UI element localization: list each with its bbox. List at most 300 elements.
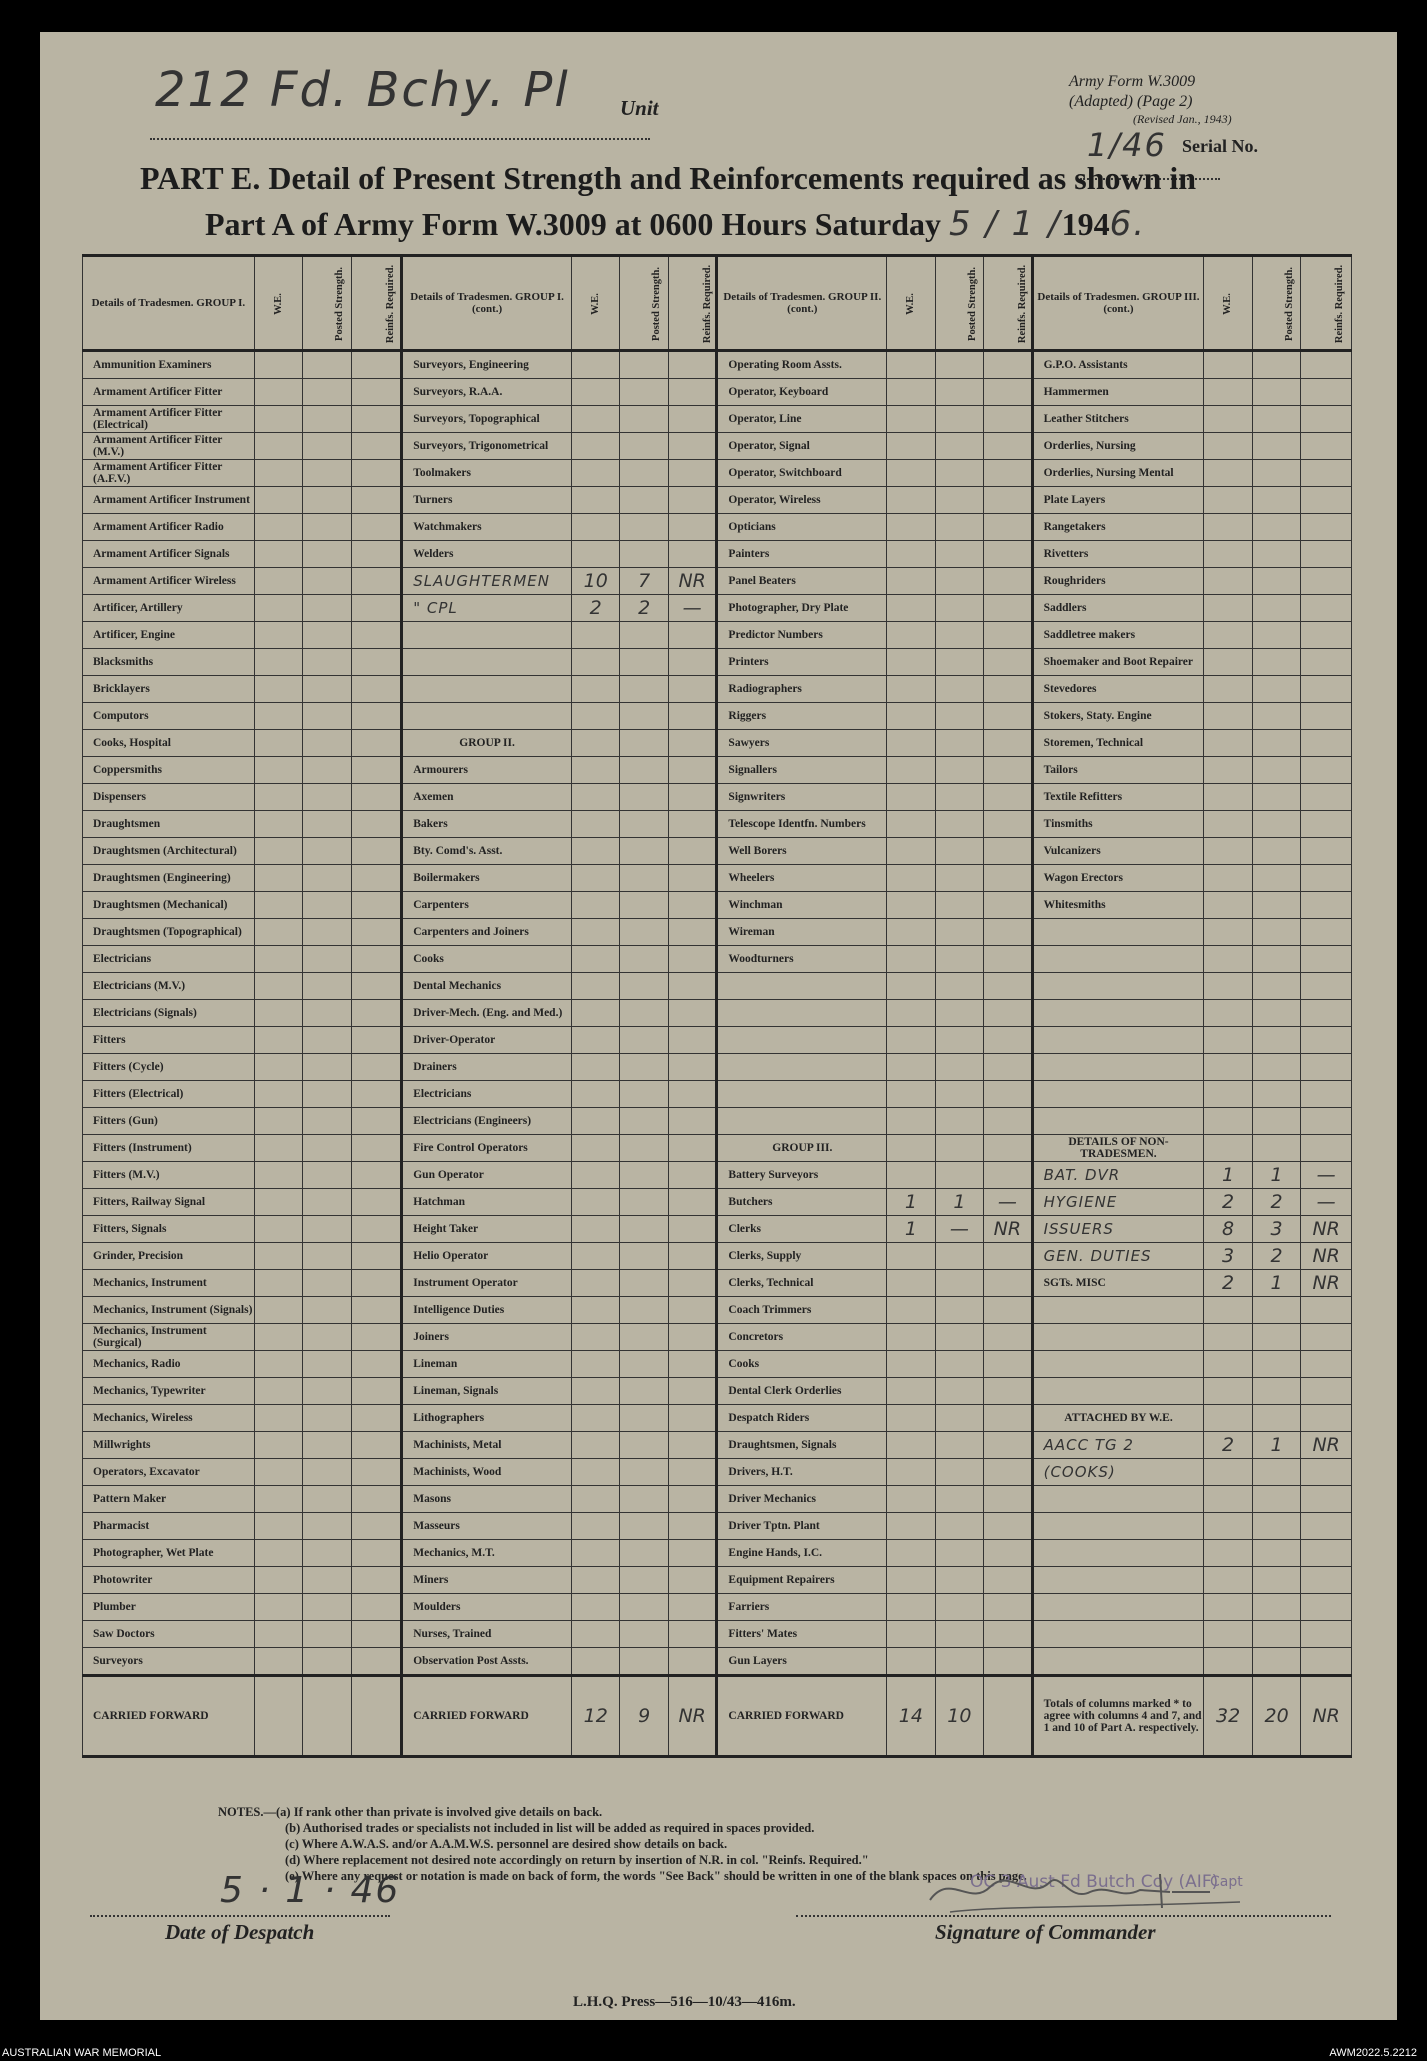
trade-name-cell: Carpenters bbox=[402, 892, 572, 919]
we-value-cell bbox=[571, 1459, 619, 1486]
we-value-cell bbox=[254, 676, 302, 703]
trade-name-cell: Mechanics, Typewriter bbox=[83, 1378, 255, 1405]
trade-name-cell: Photowriter bbox=[83, 1567, 255, 1594]
reinfs-required-cell bbox=[1301, 649, 1352, 676]
we-value-cell bbox=[887, 1297, 935, 1324]
reinfs-required-cell: NR bbox=[668, 1676, 716, 1757]
posted-strength-cell bbox=[1252, 1486, 1300, 1513]
we-value-cell bbox=[1204, 757, 1252, 784]
we-value-cell bbox=[887, 919, 935, 946]
trade-name-cell: Driver-Operator bbox=[402, 1027, 572, 1054]
posted-strength-cell bbox=[1252, 379, 1300, 406]
we-value-cell bbox=[571, 1027, 619, 1054]
posted-strength-cell bbox=[935, 1567, 983, 1594]
we-value-cell bbox=[887, 1324, 935, 1351]
reinfs-required-cell bbox=[351, 406, 402, 433]
we-value-cell: 32 bbox=[1204, 1676, 1252, 1757]
trade-name-cell: Fitters, Signals bbox=[83, 1216, 255, 1243]
we-value-cell bbox=[571, 1297, 619, 1324]
posted-strength-cell bbox=[620, 1567, 668, 1594]
table-row bbox=[83, 1270, 1352, 1297]
we-value-cell: 2 bbox=[1204, 1432, 1252, 1459]
trade-name-cell: CARRIED FORWARD bbox=[717, 1676, 887, 1757]
we-value-cell bbox=[571, 946, 619, 973]
table-row bbox=[83, 622, 1352, 649]
reinfs-required-cell bbox=[668, 865, 716, 892]
reinfs-required-cell bbox=[351, 1676, 402, 1757]
trade-name-cell: Instrument Operator bbox=[402, 1270, 572, 1297]
trade-name-cell: Signwriters bbox=[717, 784, 887, 811]
we-value-cell bbox=[254, 1270, 302, 1297]
posted-strength-cell bbox=[620, 1135, 668, 1162]
posted-strength-cell bbox=[620, 1027, 668, 1054]
reinfs-required-cell bbox=[351, 1054, 402, 1081]
table-row bbox=[83, 892, 1352, 919]
we-value-cell: 2 bbox=[1204, 1189, 1252, 1216]
trade-name-cell: Carpenters and Joiners bbox=[402, 919, 572, 946]
posted-strength-cell bbox=[620, 1324, 668, 1351]
trade-name-cell: Fitters, Railway Signal bbox=[83, 1189, 255, 1216]
reinfs-required-cell bbox=[1301, 865, 1352, 892]
posted-strength-cell bbox=[620, 1108, 668, 1135]
posted-strength-cell bbox=[303, 351, 351, 379]
trade-name-cell: Tinsmiths bbox=[1032, 811, 1204, 838]
posted-strength-cell bbox=[1252, 541, 1300, 568]
posted-strength-cell bbox=[935, 1621, 983, 1648]
despatch-line bbox=[90, 1915, 390, 1917]
reinfs-required-cell bbox=[1301, 703, 1352, 730]
table-row bbox=[83, 1405, 1352, 1432]
signature-label: Signature of Commander bbox=[935, 1920, 1156, 1944]
posted-strength-cell bbox=[620, 919, 668, 946]
we-value-cell bbox=[1204, 487, 1252, 514]
posted-strength-cell bbox=[935, 676, 983, 703]
posted-strength-cell bbox=[935, 1540, 983, 1567]
posted-strength-cell bbox=[303, 1351, 351, 1378]
posted-strength-cell bbox=[1252, 1405, 1300, 1432]
trade-name-cell: Welders bbox=[402, 541, 572, 568]
trade-name-cell: Computors bbox=[83, 703, 255, 730]
posted-strength-cell bbox=[303, 1594, 351, 1621]
reinfs-required-cell bbox=[984, 379, 1032, 406]
we-value-cell bbox=[1204, 946, 1252, 973]
we-value-cell bbox=[887, 1540, 935, 1567]
we-value-cell bbox=[254, 1189, 302, 1216]
trade-name-cell: Predictor Numbers bbox=[717, 622, 887, 649]
reinfs-required-cell bbox=[668, 1567, 716, 1594]
reinfs-required-cell bbox=[351, 1567, 402, 1594]
trade-name-cell: G.P.O. Assistants bbox=[1032, 351, 1204, 379]
reinfs-required-cell bbox=[351, 622, 402, 649]
trade-name-cell: DETAILS OF NON-TRADESMEN. bbox=[1032, 1135, 1204, 1162]
table-row bbox=[83, 919, 1352, 946]
trade-name-cell: Plumber bbox=[83, 1594, 255, 1621]
we-value-cell bbox=[571, 487, 619, 514]
reinfs-required-cell bbox=[1301, 1135, 1352, 1162]
trade-name-cell: Operator, Line bbox=[717, 406, 887, 433]
we-value-cell bbox=[571, 1513, 619, 1540]
trade-name-cell: Wagon Erectors bbox=[1032, 865, 1204, 892]
we-value-cell bbox=[254, 1486, 302, 1513]
trade-name-cell: Gun Layers bbox=[717, 1648, 887, 1676]
posted-strength-cell bbox=[620, 1540, 668, 1567]
trade-name-cell: Miners bbox=[402, 1567, 572, 1594]
reinfs-required-cell bbox=[351, 973, 402, 1000]
trade-name-cell: Stevedores bbox=[1032, 676, 1204, 703]
reinfs-required-cell: NR bbox=[1301, 1216, 1352, 1243]
reinfs-required-cell bbox=[984, 730, 1032, 757]
trade-name-cell bbox=[717, 1000, 887, 1027]
trade-name-cell: Surveyors bbox=[83, 1648, 255, 1676]
posted-strength-cell bbox=[620, 1351, 668, 1378]
trade-name-cell: Signallers bbox=[717, 757, 887, 784]
we-value-cell bbox=[254, 1243, 302, 1270]
posted-strength-cell bbox=[935, 1027, 983, 1054]
posted-strength-cell bbox=[303, 892, 351, 919]
trade-name-cell: Electricians bbox=[83, 946, 255, 973]
we-value-cell bbox=[571, 865, 619, 892]
posted-strength-cell bbox=[935, 1513, 983, 1540]
posted-strength-cell bbox=[620, 892, 668, 919]
reinfs-required-cell bbox=[984, 1513, 1032, 1540]
we-value-cell bbox=[254, 1594, 302, 1621]
we-value-cell bbox=[1204, 379, 1252, 406]
posted-strength-cell bbox=[1252, 865, 1300, 892]
we-value-cell bbox=[571, 1405, 619, 1432]
posted-strength-cell bbox=[303, 487, 351, 514]
trade-name-cell: Farriers bbox=[717, 1594, 887, 1621]
posted-strength-cell bbox=[935, 1270, 983, 1297]
posted-strength-cell bbox=[1252, 1081, 1300, 1108]
trade-name-cell: Butchers bbox=[717, 1189, 887, 1216]
posted-strength-cell bbox=[935, 1459, 983, 1486]
we-value-cell bbox=[571, 811, 619, 838]
reinfs-required-cell bbox=[1301, 1648, 1352, 1676]
trade-name-cell bbox=[1032, 1378, 1204, 1405]
stamp-capt: Capt bbox=[1210, 1874, 1243, 1890]
trade-name-cell: Dispensers bbox=[83, 784, 255, 811]
posted-strength-cell bbox=[935, 1378, 983, 1405]
posted-strength-cell bbox=[935, 946, 983, 973]
trade-name-cell: Drainers bbox=[402, 1054, 572, 1081]
reinfs-required-cell bbox=[984, 1297, 1032, 1324]
we-value-cell bbox=[887, 1027, 935, 1054]
we-value-cell: 1 bbox=[887, 1189, 935, 1216]
reinfs-required-cell bbox=[351, 919, 402, 946]
trade-name-cell: Roughriders bbox=[1032, 568, 1204, 595]
we-value-cell bbox=[887, 1000, 935, 1027]
reinfs-required-cell bbox=[668, 406, 716, 433]
we-value-cell bbox=[254, 892, 302, 919]
we-value-cell bbox=[254, 433, 302, 460]
reinfs-required-cell bbox=[1301, 1324, 1352, 1351]
we-value-cell bbox=[254, 838, 302, 865]
trade-name-cell: Well Borers bbox=[717, 838, 887, 865]
posted-strength-cell bbox=[935, 406, 983, 433]
we-value-cell bbox=[254, 1459, 302, 1486]
posted-strength-cell bbox=[1252, 1324, 1300, 1351]
posted-strength-cell bbox=[1252, 946, 1300, 973]
we-value-cell bbox=[571, 1324, 619, 1351]
trade-name-cell: Textile Refitters bbox=[1032, 784, 1204, 811]
reinfs-required-cell bbox=[1301, 811, 1352, 838]
posted-strength-cell: 1 bbox=[1252, 1270, 1300, 1297]
reinfs-required-cell bbox=[1301, 460, 1352, 487]
reinfs-required-cell bbox=[668, 919, 716, 946]
trade-name-cell: Wheelers bbox=[717, 865, 887, 892]
posted-strength-cell bbox=[1252, 514, 1300, 541]
we-value-cell bbox=[1204, 676, 1252, 703]
title-year-handwritten: 6. bbox=[1109, 204, 1147, 244]
table-row bbox=[83, 865, 1352, 892]
reinfs-required-cell: — bbox=[1301, 1189, 1352, 1216]
we-value-cell bbox=[887, 730, 935, 757]
posted-strength-cell bbox=[620, 946, 668, 973]
posted-strength-cell bbox=[620, 1243, 668, 1270]
we-value-cell bbox=[1204, 1567, 1252, 1594]
reinfs-required-cell bbox=[351, 379, 402, 406]
trade-name-cell: Draughtsmen (Engineering) bbox=[83, 865, 255, 892]
we-value-cell bbox=[571, 1486, 619, 1513]
trade-name-cell bbox=[402, 703, 572, 730]
table-row bbox=[83, 514, 1352, 541]
table-row bbox=[83, 1081, 1352, 1108]
trade-name-cell: Fire Control Operators bbox=[402, 1135, 572, 1162]
header-we-text: W.E. bbox=[272, 292, 284, 315]
we-value-cell bbox=[254, 568, 302, 595]
trade-name-cell: Concretors bbox=[717, 1324, 887, 1351]
reinfs-required-cell: — bbox=[668, 595, 716, 622]
despatch-label: Date of Despatch bbox=[165, 1920, 315, 1944]
table-row bbox=[83, 784, 1352, 811]
reinfs-required-cell bbox=[984, 892, 1032, 919]
we-value-cell bbox=[571, 514, 619, 541]
we-value-cell bbox=[254, 649, 302, 676]
we-value-cell bbox=[1204, 973, 1252, 1000]
we-value-cell bbox=[887, 541, 935, 568]
title-line-1: PART E. Detail of Present Strength and Reinforcements required as shown in bbox=[140, 160, 1197, 196]
we-value-cell bbox=[571, 1054, 619, 1081]
we-value-cell bbox=[571, 433, 619, 460]
posted-strength-cell bbox=[620, 676, 668, 703]
trade-name-cell: Photographer, Dry Plate bbox=[717, 595, 887, 622]
reinfs-required-cell bbox=[668, 973, 716, 1000]
reinfs-required-cell bbox=[351, 1513, 402, 1540]
we-value-cell bbox=[571, 1135, 619, 1162]
header-posted-text: Posted Strength. bbox=[651, 266, 663, 341]
reinfs-required-cell bbox=[984, 595, 1032, 622]
posted-strength-cell bbox=[1252, 1108, 1300, 1135]
table-row bbox=[83, 1432, 1352, 1459]
reinfs-required-cell bbox=[351, 1135, 402, 1162]
reinfs-required-cell bbox=[984, 1081, 1032, 1108]
posted-strength-cell bbox=[935, 1405, 983, 1432]
table-row bbox=[83, 460, 1352, 487]
posted-strength-cell bbox=[1252, 919, 1300, 946]
posted-strength-cell bbox=[1252, 433, 1300, 460]
trade-name-cell: Lithographers bbox=[402, 1405, 572, 1432]
table-row bbox=[83, 649, 1352, 676]
we-value-cell bbox=[887, 1243, 935, 1270]
trade-name-cell: Fitters' Mates bbox=[717, 1621, 887, 1648]
posted-strength-cell bbox=[303, 1216, 351, 1243]
we-value-cell bbox=[254, 1000, 302, 1027]
we-value-cell bbox=[254, 973, 302, 1000]
table-row bbox=[83, 730, 1352, 757]
we-value-cell bbox=[571, 351, 619, 379]
we-value-cell: 2 bbox=[571, 595, 619, 622]
we-value-cell bbox=[1204, 703, 1252, 730]
trade-name-cell: Armament Artificer Wireless bbox=[83, 568, 255, 595]
posted-strength-cell bbox=[303, 703, 351, 730]
trade-name-cell: Stokers, Staty. Engine bbox=[1032, 703, 1204, 730]
posted-strength-cell bbox=[620, 541, 668, 568]
reinfs-required-cell bbox=[668, 1216, 716, 1243]
we-value-cell bbox=[571, 1000, 619, 1027]
we-value-cell bbox=[571, 757, 619, 784]
we-value-cell bbox=[254, 622, 302, 649]
title-date-handwritten: 5 / 1 / bbox=[948, 204, 1062, 244]
trade-name-cell: Clerks, Technical bbox=[717, 1270, 887, 1297]
reinfs-required-cell bbox=[984, 487, 1032, 514]
we-value-cell bbox=[571, 1081, 619, 1108]
posted-strength-cell bbox=[1252, 1027, 1300, 1054]
posted-strength-cell bbox=[1252, 1054, 1300, 1081]
reinfs-required-cell bbox=[668, 1540, 716, 1567]
reinfs-required-cell bbox=[668, 1351, 716, 1378]
reinfs-required-cell bbox=[984, 1324, 1032, 1351]
posted-strength-cell bbox=[303, 676, 351, 703]
posted-strength-cell bbox=[303, 730, 351, 757]
note-b: (b) Authorised trades or specialists not included in list will be added as required in spaces provided. bbox=[285, 1821, 815, 1835]
trade-name-cell: Draughtsmen, Signals bbox=[717, 1432, 887, 1459]
trade-name-cell: Driver Tptn. Plant bbox=[717, 1513, 887, 1540]
posted-strength-cell bbox=[935, 487, 983, 514]
reinfs-required-cell bbox=[351, 838, 402, 865]
posted-strength-cell bbox=[1252, 1378, 1300, 1405]
posted-strength-cell bbox=[1252, 568, 1300, 595]
reinfs-required-cell bbox=[1301, 1459, 1352, 1486]
trade-name-cell bbox=[717, 1054, 887, 1081]
table-row bbox=[83, 1486, 1352, 1513]
trade-name-cell: Cooks bbox=[717, 1351, 887, 1378]
trade-name-cell: Operating Room Assts. bbox=[717, 351, 887, 379]
header-posted bbox=[620, 256, 668, 351]
trade-name-cell: Mechanics, Radio bbox=[83, 1351, 255, 1378]
trade-name-cell: Turners bbox=[402, 487, 572, 514]
header-group-2-cont: Details of Tradesmen. GROUP II. (cont.) bbox=[717, 256, 887, 351]
we-value-cell bbox=[571, 460, 619, 487]
we-value-cell bbox=[887, 1486, 935, 1513]
we-value-cell bbox=[571, 703, 619, 730]
trade-name-cell bbox=[1032, 1513, 1204, 1540]
we-value-cell bbox=[571, 1162, 619, 1189]
reinfs-required-cell: NR bbox=[1301, 1432, 1352, 1459]
reinfs-required-cell bbox=[1301, 1027, 1352, 1054]
table-row bbox=[83, 1189, 1352, 1216]
posted-strength-cell bbox=[1252, 811, 1300, 838]
reinfs-required-cell bbox=[668, 730, 716, 757]
we-value-cell bbox=[1204, 1621, 1252, 1648]
trade-name-cell: Bricklayers bbox=[83, 676, 255, 703]
table-row bbox=[83, 946, 1352, 973]
table-row bbox=[83, 433, 1352, 460]
trade-name-cell bbox=[1032, 1594, 1204, 1621]
archive-reference: AWM2022.5.2212 bbox=[1329, 2047, 1417, 2059]
posted-strength-cell bbox=[1252, 1459, 1300, 1486]
we-value-cell bbox=[571, 1243, 619, 1270]
posted-strength-cell bbox=[620, 811, 668, 838]
reinfs-required-cell bbox=[1301, 1108, 1352, 1135]
posted-strength-cell bbox=[620, 1054, 668, 1081]
we-value-cell bbox=[254, 730, 302, 757]
reinfs-required-cell bbox=[1301, 973, 1352, 1000]
we-value-cell bbox=[254, 1513, 302, 1540]
trade-name-cell bbox=[1032, 973, 1204, 1000]
serial-handwritten: 1/46 bbox=[1087, 126, 1167, 164]
trade-name-cell: SLAUGHTERMEN bbox=[402, 568, 572, 595]
trade-name-cell: " CPL bbox=[402, 595, 572, 622]
reinfs-required-cell bbox=[668, 1027, 716, 1054]
posted-strength-cell: — bbox=[935, 1216, 983, 1243]
trade-name-cell: Mechanics, Wireless bbox=[83, 1405, 255, 1432]
posted-strength-cell bbox=[935, 1054, 983, 1081]
posted-strength-cell bbox=[620, 622, 668, 649]
reinfs-required-cell bbox=[1301, 351, 1352, 379]
trade-name-cell: Fitters (M.V.) bbox=[83, 1162, 255, 1189]
reinfs-required-cell bbox=[1301, 1297, 1352, 1324]
reinfs-required-cell bbox=[1301, 1351, 1352, 1378]
reinfs-required-cell bbox=[1301, 919, 1352, 946]
trade-name-cell bbox=[1032, 919, 1204, 946]
trade-name-cell: Artificer, Engine bbox=[83, 622, 255, 649]
trade-name-cell: Fitters (Gun) bbox=[83, 1108, 255, 1135]
posted-strength-cell bbox=[1252, 351, 1300, 379]
trade-name-cell: Wireman bbox=[717, 919, 887, 946]
header-reinfs bbox=[984, 256, 1032, 351]
signature-line bbox=[796, 1915, 1331, 1917]
posted-strength-cell bbox=[620, 1081, 668, 1108]
we-value-cell bbox=[254, 1567, 302, 1594]
we-value-cell bbox=[887, 676, 935, 703]
posted-strength-cell bbox=[1252, 406, 1300, 433]
trade-name-cell: Photographer, Wet Plate bbox=[83, 1540, 255, 1567]
title-line-2-text: Part A of Army Form W.3009 at 0600 Hours Saturday bbox=[205, 206, 941, 242]
we-value-cell bbox=[1204, 622, 1252, 649]
reinfs-required-cell bbox=[984, 784, 1032, 811]
reinfs-required-cell bbox=[984, 757, 1032, 784]
we-value-cell bbox=[1204, 1324, 1252, 1351]
we-value-cell bbox=[254, 703, 302, 730]
trade-name-cell: Winchman bbox=[717, 892, 887, 919]
we-value-cell bbox=[887, 379, 935, 406]
we-value-cell bbox=[1204, 1000, 1252, 1027]
we-value-cell bbox=[1204, 460, 1252, 487]
posted-strength-cell bbox=[1252, 730, 1300, 757]
reinfs-required-cell bbox=[351, 1189, 402, 1216]
posted-strength-cell bbox=[303, 1243, 351, 1270]
reinfs-required-cell bbox=[351, 1594, 402, 1621]
reinfs-required-cell bbox=[984, 1054, 1032, 1081]
reinfs-required-cell bbox=[1301, 730, 1352, 757]
we-value-cell bbox=[1204, 1081, 1252, 1108]
posted-strength-cell bbox=[1252, 1594, 1300, 1621]
posted-strength-cell bbox=[935, 919, 983, 946]
posted-strength-cell bbox=[620, 1216, 668, 1243]
trade-name-cell: Printers bbox=[717, 649, 887, 676]
trade-name-cell: GROUP III. bbox=[717, 1135, 887, 1162]
reinfs-required-cell bbox=[351, 514, 402, 541]
